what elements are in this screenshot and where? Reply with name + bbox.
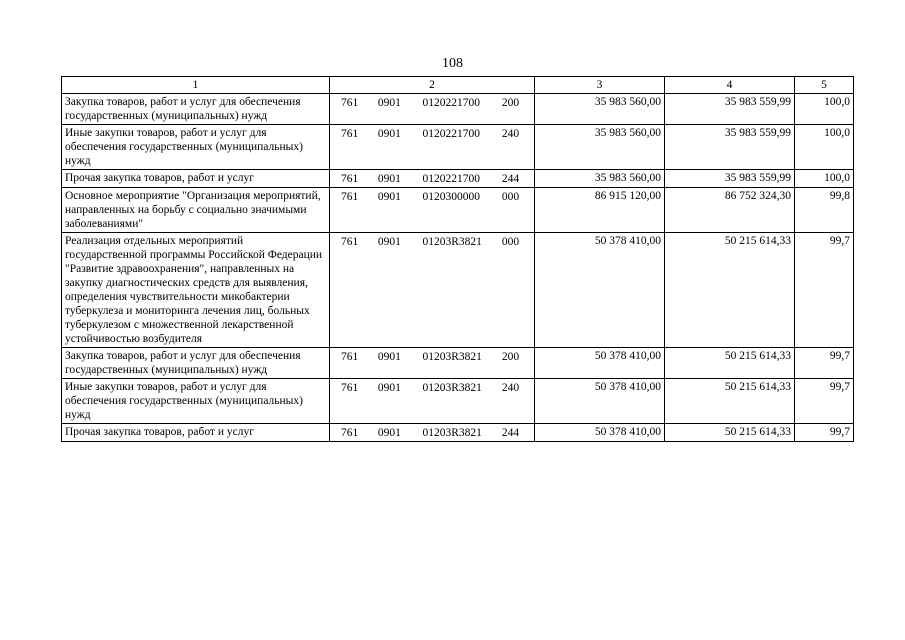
table-row — [62, 188, 854, 233]
target-article-code: 0120221700 — [422, 173, 480, 185]
expense-name-cell: Закупка товаров, работ и услуг для обеспечения государственных (муниципальных) нужд — [62, 94, 330, 125]
table-row — [62, 348, 854, 379]
section-code: 0901 — [377, 97, 401, 109]
execution-percent-cell: 99,7 — [795, 233, 854, 348]
expense-type-code: 200 — [501, 351, 520, 363]
expense-type-code: 000 — [501, 236, 520, 248]
executed-amount-cell: 35 983 559,99 — [665, 170, 795, 188]
table-row — [62, 94, 854, 125]
expense-name-cell: Основное мероприятие "Организация мероприятий, направленных на борьбу с социально значимыми заболеваниями" — [62, 188, 330, 233]
classification-code-cell — [330, 94, 535, 125]
expense-type-code: 244 — [501, 427, 520, 439]
section-code: 0901 — [377, 191, 401, 203]
table-row — [62, 170, 854, 188]
table-row — [62, 379, 854, 424]
table-row — [62, 424, 854, 442]
expense-name-cell: Прочая закупка товаров, работ и услуг — [62, 424, 330, 442]
execution-percent-cell: 99,8 — [795, 188, 854, 233]
table-row — [62, 125, 854, 170]
classification-code-cell — [330, 424, 535, 442]
executed-amount-cell: 50 215 614,33 — [665, 424, 795, 442]
target-article-code: 0120221700 — [422, 97, 480, 109]
target-article-code: 01203R3821 — [422, 236, 482, 248]
admin-code: 761 — [341, 427, 359, 439]
assigned-amount-cell: 35 983 560,00 — [535, 125, 665, 170]
executed-amount-cell: 35 983 559,99 — [665, 94, 795, 125]
column-header: 1 — [62, 77, 330, 94]
execution-percent-cell: 100,0 — [795, 170, 854, 188]
expense-type-code: 200 — [501, 97, 520, 109]
classification-code-cell — [330, 233, 535, 348]
classification-code-cell — [330, 188, 535, 233]
classification-code-cell — [330, 379, 535, 424]
assigned-amount-cell: 50 378 410,00 — [535, 348, 665, 379]
admin-code: 761 — [341, 382, 359, 394]
executed-amount-cell: 86 752 324,30 — [665, 188, 795, 233]
section-code: 0901 — [377, 236, 401, 248]
admin-code: 761 — [341, 128, 359, 140]
column-header: 3 — [535, 77, 665, 94]
expense-type-code: 000 — [501, 191, 520, 203]
classification-code-cell — [330, 170, 535, 188]
assigned-amount-cell: 50 378 410,00 — [535, 424, 665, 442]
admin-code: 761 — [341, 97, 359, 109]
execution-percent-cell: 99,7 — [795, 348, 854, 379]
section-code: 0901 — [377, 351, 401, 363]
executed-amount-cell: 35 983 559,99 — [665, 125, 795, 170]
assigned-amount-cell: 35 983 560,00 — [535, 94, 665, 125]
expense-type-code: 240 — [501, 128, 520, 140]
expense-name-cell: Иные закупки товаров, работ и услуг для обеспечения государственных (муниципальных) нужд — [62, 125, 330, 170]
expense-type-code: 244 — [501, 173, 520, 185]
target-article-code: 01203R3821 — [422, 351, 482, 363]
budget-table — [61, 76, 854, 442]
executed-amount-cell: 50 215 614,33 — [665, 233, 795, 348]
expense-name-cell: Иные закупки товаров, работ и услуг для обеспечения государственных (муниципальных) нужд — [62, 379, 330, 424]
executed-amount-cell: 50 215 614,33 — [665, 379, 795, 424]
assigned-amount-cell: 35 983 560,00 — [535, 170, 665, 188]
admin-code: 761 — [341, 351, 359, 363]
table-header-row — [62, 77, 854, 94]
admin-code: 761 — [341, 236, 359, 248]
executed-amount-cell: 50 215 614,33 — [665, 348, 795, 379]
column-header: 2 — [330, 77, 535, 94]
section-code: 0901 — [377, 173, 401, 185]
admin-code: 761 — [341, 191, 359, 203]
column-header: 4 — [665, 77, 795, 94]
column-header: 5 — [795, 77, 854, 94]
section-code: 0901 — [377, 382, 401, 394]
expense-type-code: 240 — [501, 382, 520, 394]
execution-percent-cell: 100,0 — [795, 125, 854, 170]
execution-percent-cell: 100,0 — [795, 94, 854, 125]
classification-code-cell — [330, 348, 535, 379]
execution-percent-cell: 99,7 — [795, 424, 854, 442]
section-code: 0901 — [377, 427, 401, 439]
expense-name-cell: Прочая закупка товаров, работ и услуг — [62, 170, 330, 188]
admin-code: 761 — [341, 173, 359, 185]
table-row — [62, 233, 854, 348]
assigned-amount-cell: 50 378 410,00 — [535, 379, 665, 424]
execution-percent-cell: 99,7 — [795, 379, 854, 424]
page-number: 108 — [442, 56, 463, 71]
assigned-amount-cell: 50 378 410,00 — [535, 233, 665, 348]
section-code: 0901 — [377, 128, 401, 140]
expense-name-cell: Закупка товаров, работ и услуг для обеспечения государственных (муниципальных) нужд — [62, 348, 330, 379]
target-article-code: 01203R3821 — [422, 382, 482, 394]
target-article-code: 0120221700 — [422, 128, 480, 140]
target-article-code: 0120300000 — [422, 191, 480, 203]
classification-code-cell — [330, 125, 535, 170]
target-article-code: 01203R3821 — [422, 427, 482, 439]
expense-name-cell: Реализация отдельных мероприятий государственной программы Российской Федерации "Развитие здравоохранения", направленных на закупку диагностических средств для выявления, определения чувствительности микобактерии туберкулеза и мониторинга лечения лиц, больных туберкулезом с множественной лекарственной устойчивостью возбудителя — [62, 233, 330, 348]
assigned-amount-cell: 86 915 120,00 — [535, 188, 665, 233]
